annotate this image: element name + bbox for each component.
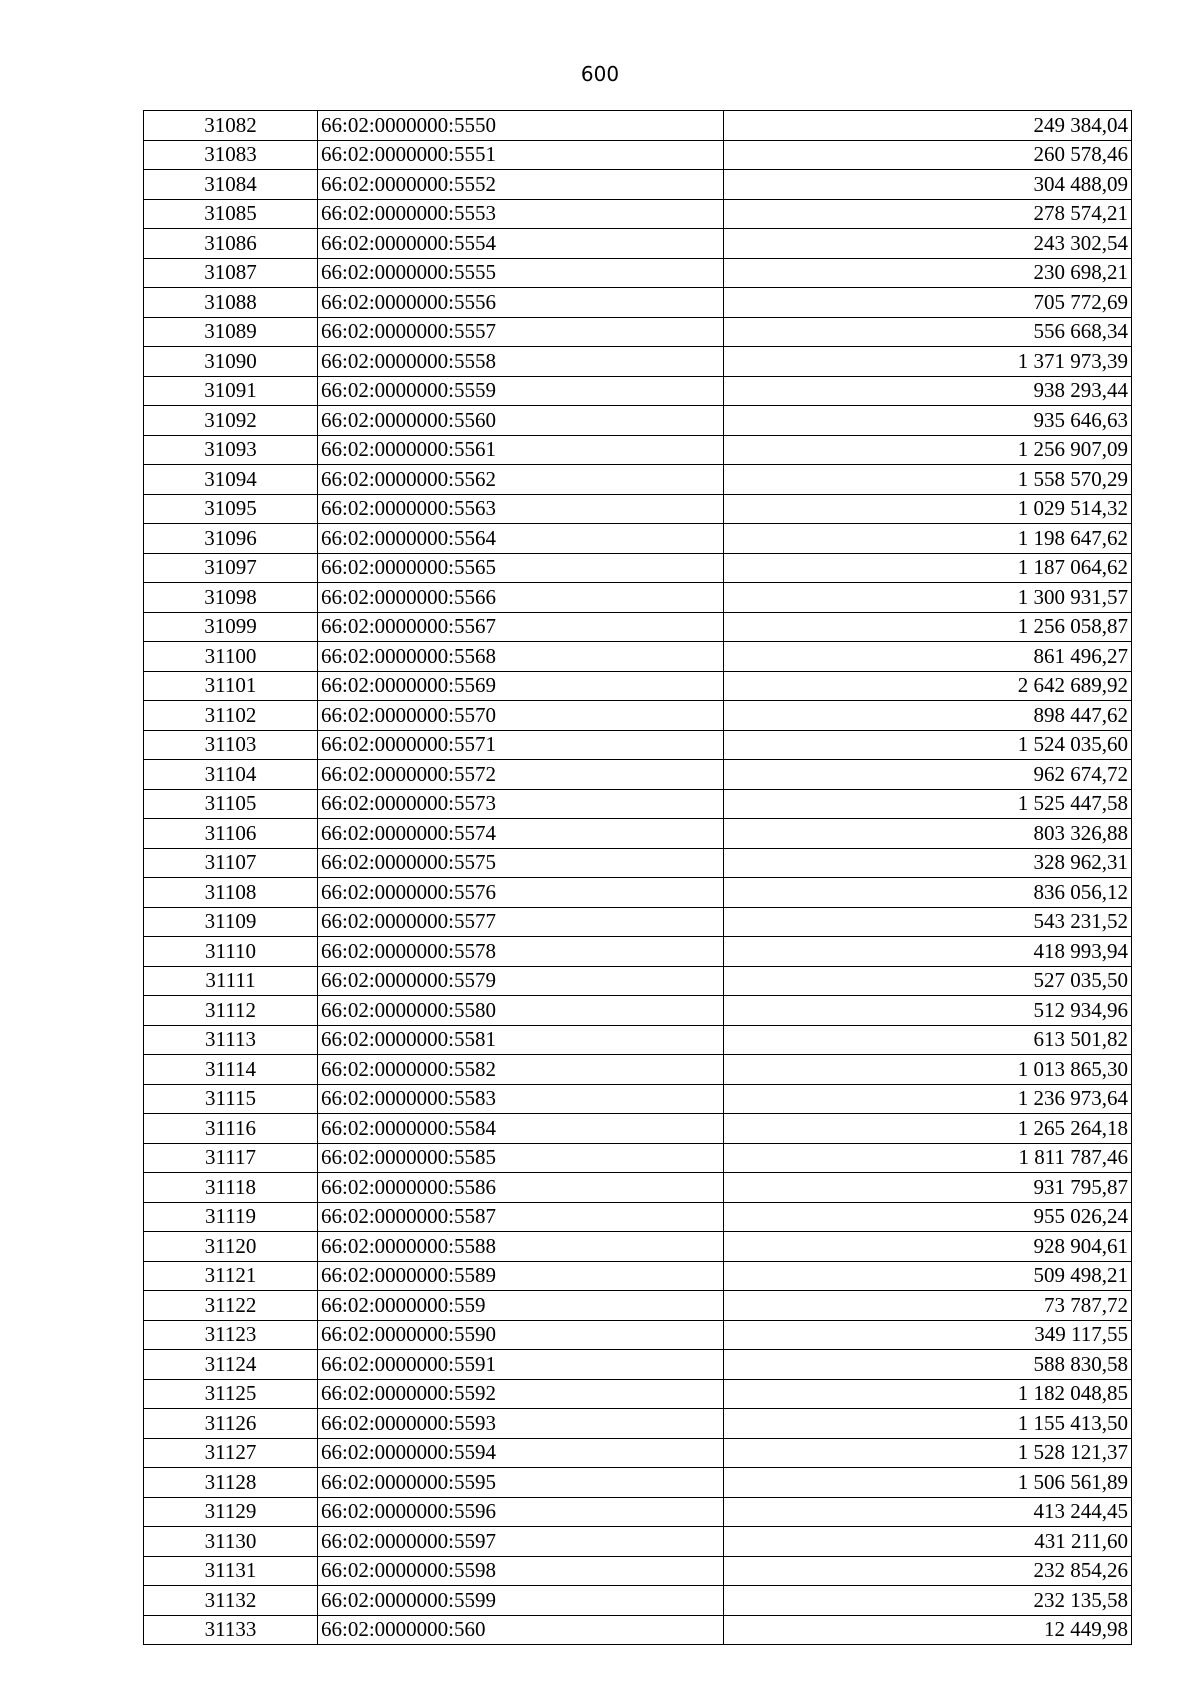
- cadastral-number-cell: 66:02:0000000:5570: [318, 701, 724, 731]
- cadastral-value-cell: 935 646,63: [724, 406, 1132, 436]
- cadastral-value-cell: 938 293,44: [724, 376, 1132, 406]
- cadastral-value-cell: 1 256 058,87: [724, 612, 1132, 642]
- row-number-cell: 31126: [144, 1409, 318, 1439]
- cadastral-number-cell: 66:02:0000000:5588: [318, 1232, 724, 1262]
- cadastral-value-cell: 1 155 413,50: [724, 1409, 1132, 1439]
- cadastral-value-cell: 705 772,69: [724, 288, 1132, 318]
- cadastral-value-cell: 1 300 931,57: [724, 583, 1132, 613]
- table-row: [144, 524, 1132, 554]
- table-row: [144, 612, 1132, 642]
- row-number-cell: 31089: [144, 317, 318, 347]
- cadastral-value-cell: 243 302,54: [724, 229, 1132, 259]
- cadastral-value-cell: 1 256 907,09: [724, 435, 1132, 465]
- cadastral-value-table: [143, 110, 1132, 1645]
- row-number-cell: 31088: [144, 288, 318, 318]
- row-number-cell: 31119: [144, 1202, 318, 1232]
- cadastral-number-cell: 66:02:0000000:5572: [318, 760, 724, 790]
- cadastral-value-cell: 1 811 787,46: [724, 1143, 1132, 1173]
- cadastral-value-cell: 2 642 689,92: [724, 671, 1132, 701]
- table-row: [144, 760, 1132, 790]
- table-row: [144, 907, 1132, 937]
- cadastral-number-cell: 66:02:0000000:5575: [318, 848, 724, 878]
- table-row: [144, 1202, 1132, 1232]
- cadastral-value-cell: 278 574,21: [724, 199, 1132, 229]
- table-row: [144, 435, 1132, 465]
- row-number-cell: 31112: [144, 996, 318, 1026]
- row-number-cell: 31091: [144, 376, 318, 406]
- cadastral-value-cell: 418 993,94: [724, 937, 1132, 967]
- cadastral-number-cell: 66:02:0000000:5576: [318, 878, 724, 908]
- cadastral-number-cell: 66:02:0000000:5592: [318, 1379, 724, 1409]
- cadastral-value-cell: 1 525 447,58: [724, 789, 1132, 819]
- row-number-cell: 31082: [144, 111, 318, 141]
- row-number-cell: 31113: [144, 1025, 318, 1055]
- row-number-cell: 31125: [144, 1379, 318, 1409]
- row-number-cell: 31129: [144, 1497, 318, 1527]
- table-row: [144, 642, 1132, 672]
- cadastral-value-cell: 928 904,61: [724, 1232, 1132, 1262]
- cadastral-value-cell: 431 211,60: [724, 1527, 1132, 1557]
- cadastral-number-cell: 66:02:0000000:5563: [318, 494, 724, 524]
- table-row: [144, 258, 1132, 288]
- table-row: [144, 1261, 1132, 1291]
- table-row: [144, 1173, 1132, 1203]
- table-row: [144, 170, 1132, 200]
- row-number-cell: 31104: [144, 760, 318, 790]
- row-number-cell: 31122: [144, 1291, 318, 1321]
- row-number-cell: 31133: [144, 1615, 318, 1645]
- table-body: [144, 111, 1132, 1645]
- row-number-cell: 31100: [144, 642, 318, 672]
- cadastral-value-cell: 509 498,21: [724, 1261, 1132, 1291]
- cadastral-number-cell: 66:02:0000000:5564: [318, 524, 724, 554]
- table-row: [144, 553, 1132, 583]
- row-number-cell: 31121: [144, 1261, 318, 1291]
- cadastral-number-cell: 66:02:0000000:5596: [318, 1497, 724, 1527]
- cadastral-value-cell: 232 854,26: [724, 1556, 1132, 1586]
- row-number-cell: 31083: [144, 140, 318, 170]
- row-number-cell: 31128: [144, 1468, 318, 1498]
- cadastral-number-cell: 66:02:0000000:5574: [318, 819, 724, 849]
- row-number-cell: 31116: [144, 1114, 318, 1144]
- row-number-cell: 31101: [144, 671, 318, 701]
- table-row: [144, 1409, 1132, 1439]
- cadastral-value-cell: 230 698,21: [724, 258, 1132, 288]
- row-number-cell: 31099: [144, 612, 318, 642]
- row-number-cell: 31114: [144, 1055, 318, 1085]
- table-row: [144, 848, 1132, 878]
- cadastral-number-cell: 66:02:0000000:5555: [318, 258, 724, 288]
- table-row: [144, 317, 1132, 347]
- table-row: [144, 1025, 1132, 1055]
- table-row: [144, 1084, 1132, 1114]
- cadastral-value-cell: 955 026,24: [724, 1202, 1132, 1232]
- cadastral-number-cell: 66:02:0000000:5595: [318, 1468, 724, 1498]
- row-number-cell: 31092: [144, 406, 318, 436]
- table-row: [144, 347, 1132, 377]
- cadastral-value-cell: 1 558 570,29: [724, 465, 1132, 495]
- table-row: [144, 1379, 1132, 1409]
- cadastral-value-cell: 803 326,88: [724, 819, 1132, 849]
- table-row: [144, 878, 1132, 908]
- cadastral-value-cell: 249 384,04: [724, 111, 1132, 141]
- cadastral-number-cell: 66:02:0000000:5587: [318, 1202, 724, 1232]
- cadastral-number-cell: 66:02:0000000:5556: [318, 288, 724, 318]
- table-row: [144, 583, 1132, 613]
- row-number-cell: 31095: [144, 494, 318, 524]
- row-number-cell: 31132: [144, 1586, 318, 1616]
- cadastral-number-cell: 66:02:0000000:5557: [318, 317, 724, 347]
- table-row: [144, 1320, 1132, 1350]
- row-number-cell: 31087: [144, 258, 318, 288]
- row-number-cell: 31102: [144, 701, 318, 731]
- cadastral-value-cell: 1 265 264,18: [724, 1114, 1132, 1144]
- cadastral-number-cell: 66:02:0000000:5566: [318, 583, 724, 613]
- table-row: [144, 730, 1132, 760]
- cadastral-value-cell: 898 447,62: [724, 701, 1132, 731]
- table-row: [144, 1114, 1132, 1144]
- table-row: [144, 1527, 1132, 1557]
- cadastral-value-cell: 1 029 514,32: [724, 494, 1132, 524]
- cadastral-number-cell: 66:02:0000000:5584: [318, 1114, 724, 1144]
- table-row: [144, 819, 1132, 849]
- cadastral-number-cell: 66:02:0000000:5582: [318, 1055, 724, 1085]
- cadastral-value-cell: 413 244,45: [724, 1497, 1132, 1527]
- table-row: [144, 937, 1132, 967]
- table-row: [144, 1556, 1132, 1586]
- row-number-cell: 31093: [144, 435, 318, 465]
- cadastral-value-cell: 512 934,96: [724, 996, 1132, 1026]
- cadastral-number-cell: 66:02:0000000:5598: [318, 1556, 724, 1586]
- cadastral-number-cell: 66:02:0000000:5586: [318, 1173, 724, 1203]
- table-row: [144, 1586, 1132, 1616]
- table-row: [144, 1291, 1132, 1321]
- cadastral-value-cell: 349 117,55: [724, 1320, 1132, 1350]
- row-number-cell: 31110: [144, 937, 318, 967]
- table-row: [144, 1438, 1132, 1468]
- row-number-cell: 31127: [144, 1438, 318, 1468]
- table-row: [144, 1497, 1132, 1527]
- cadastral-value-cell: 931 795,87: [724, 1173, 1132, 1203]
- cadastral-number-cell: 66:02:0000000:5597: [318, 1527, 724, 1557]
- row-number-cell: 31103: [144, 730, 318, 760]
- cadastral-number-cell: 66:02:0000000:5550: [318, 111, 724, 141]
- cadastral-number-cell: 66:02:0000000:5599: [318, 1586, 724, 1616]
- cadastral-number-cell: 66:02:0000000:5561: [318, 435, 724, 465]
- cadastral-number-cell: 66:02:0000000:560: [318, 1615, 724, 1645]
- table-row: [144, 1055, 1132, 1085]
- cadastral-number-cell: 66:02:0000000:5552: [318, 170, 724, 200]
- cadastral-number-cell: 66:02:0000000:5581: [318, 1025, 724, 1055]
- table-row: [144, 1350, 1132, 1380]
- cadastral-number-cell: 66:02:0000000:5565: [318, 553, 724, 583]
- row-number-cell: 31084: [144, 170, 318, 200]
- cadastral-value-cell: 1 371 973,39: [724, 347, 1132, 377]
- row-number-cell: 31109: [144, 907, 318, 937]
- cadastral-number-cell: 66:02:0000000:5580: [318, 996, 724, 1026]
- cadastral-value-cell: 304 488,09: [724, 170, 1132, 200]
- cadastral-value-cell: 1 528 121,37: [724, 1438, 1132, 1468]
- cadastral-value-cell: 556 668,34: [724, 317, 1132, 347]
- row-number-cell: 31086: [144, 229, 318, 259]
- cadastral-value-cell: 1 187 064,62: [724, 553, 1132, 583]
- cadastral-number-cell: 66:02:0000000:5560: [318, 406, 724, 436]
- cadastral-value-cell: 588 830,58: [724, 1350, 1132, 1380]
- cadastral-number-cell: 66:02:0000000:5591: [318, 1350, 724, 1380]
- cadastral-value-cell: 12 449,98: [724, 1615, 1132, 1645]
- cadastral-number-cell: 66:02:0000000:5567: [318, 612, 724, 642]
- row-number-cell: 31096: [144, 524, 318, 554]
- table-row: [144, 1232, 1132, 1262]
- cadastral-number-cell: 66:02:0000000:5569: [318, 671, 724, 701]
- cadastral-value-cell: 1 013 865,30: [724, 1055, 1132, 1085]
- table-row: [144, 199, 1132, 229]
- cadastral-number-cell: 66:02:0000000:5573: [318, 789, 724, 819]
- row-number-cell: 31130: [144, 1527, 318, 1557]
- table-row: [144, 671, 1132, 701]
- cadastral-number-cell: 66:02:0000000:5559: [318, 376, 724, 406]
- cadastral-number-cell: 66:02:0000000:5585: [318, 1143, 724, 1173]
- cadastral-value-cell: 861 496,27: [724, 642, 1132, 672]
- cadastral-number-cell: 66:02:0000000:5578: [318, 937, 724, 967]
- table-row: [144, 288, 1132, 318]
- cadastral-value-cell: 328 962,31: [724, 848, 1132, 878]
- cadastral-value-cell: 1 236 973,64: [724, 1084, 1132, 1114]
- row-number-cell: 31120: [144, 1232, 318, 1262]
- cadastral-number-cell: 66:02:0000000:5589: [318, 1261, 724, 1291]
- cadastral-value-cell: 1 506 561,89: [724, 1468, 1132, 1498]
- row-number-cell: 31111: [144, 966, 318, 996]
- table-row: [144, 406, 1132, 436]
- row-number-cell: 31085: [144, 199, 318, 229]
- row-number-cell: 31107: [144, 848, 318, 878]
- cadastral-value-cell: 836 056,12: [724, 878, 1132, 908]
- table-row: [144, 701, 1132, 731]
- cadastral-number-cell: 66:02:0000000:5593: [318, 1409, 724, 1439]
- cadastral-number-cell: 66:02:0000000:5562: [318, 465, 724, 495]
- row-number-cell: 31124: [144, 1350, 318, 1380]
- cadastral-number-cell: 66:02:0000000:559: [318, 1291, 724, 1321]
- row-number-cell: 31105: [144, 789, 318, 819]
- cadastral-number-cell: 66:02:0000000:5554: [318, 229, 724, 259]
- cadastral-number-cell: 66:02:0000000:5577: [318, 907, 724, 937]
- row-number-cell: 31094: [144, 465, 318, 495]
- page-number: 600: [580, 62, 620, 86]
- table-row: [144, 789, 1132, 819]
- row-number-cell: 31108: [144, 878, 318, 908]
- table-row: [144, 229, 1132, 259]
- cadastral-number-cell: 66:02:0000000:5568: [318, 642, 724, 672]
- cadastral-number-cell: 66:02:0000000:5579: [318, 966, 724, 996]
- cadastral-value-cell: 962 674,72: [724, 760, 1132, 790]
- row-number-cell: 31123: [144, 1320, 318, 1350]
- row-number-cell: 31115: [144, 1084, 318, 1114]
- cadastral-value-cell: 232 135,58: [724, 1586, 1132, 1616]
- table-row: [144, 465, 1132, 495]
- table-row: [144, 1468, 1132, 1498]
- row-number-cell: 31090: [144, 347, 318, 377]
- cadastral-value-cell: 613 501,82: [724, 1025, 1132, 1055]
- cadastral-value-cell: 73 787,72: [724, 1291, 1132, 1321]
- cadastral-number-cell: 66:02:0000000:5594: [318, 1438, 724, 1468]
- cadastral-number-cell: 66:02:0000000:5551: [318, 140, 724, 170]
- row-number-cell: 31097: [144, 553, 318, 583]
- cadastral-value-cell: 543 231,52: [724, 907, 1132, 937]
- cadastral-number-cell: 66:02:0000000:5558: [318, 347, 724, 377]
- table-row: [144, 1615, 1132, 1645]
- cadastral-value-cell: 260 578,46: [724, 140, 1132, 170]
- cadastral-number-cell: 66:02:0000000:5553: [318, 199, 724, 229]
- cadastral-value-cell: 527 035,50: [724, 966, 1132, 996]
- row-number-cell: 31118: [144, 1173, 318, 1203]
- cadastral-value-cell: 1 524 035,60: [724, 730, 1132, 760]
- table-row: [144, 376, 1132, 406]
- table-row: [144, 494, 1132, 524]
- row-number-cell: 31098: [144, 583, 318, 613]
- row-number-cell: 31117: [144, 1143, 318, 1173]
- table-row: [144, 996, 1132, 1026]
- cadastral-number-cell: 66:02:0000000:5590: [318, 1320, 724, 1350]
- cadastral-number-cell: 66:02:0000000:5583: [318, 1084, 724, 1114]
- row-number-cell: 31106: [144, 819, 318, 849]
- table-row: [144, 111, 1132, 141]
- cadastral-number-cell: 66:02:0000000:5571: [318, 730, 724, 760]
- table-row: [144, 1143, 1132, 1173]
- cadastral-value-cell: 1 182 048,85: [724, 1379, 1132, 1409]
- cadastral-value-cell: 1 198 647,62: [724, 524, 1132, 554]
- table-row: [144, 966, 1132, 996]
- table-row: [144, 140, 1132, 170]
- row-number-cell: 31131: [144, 1556, 318, 1586]
